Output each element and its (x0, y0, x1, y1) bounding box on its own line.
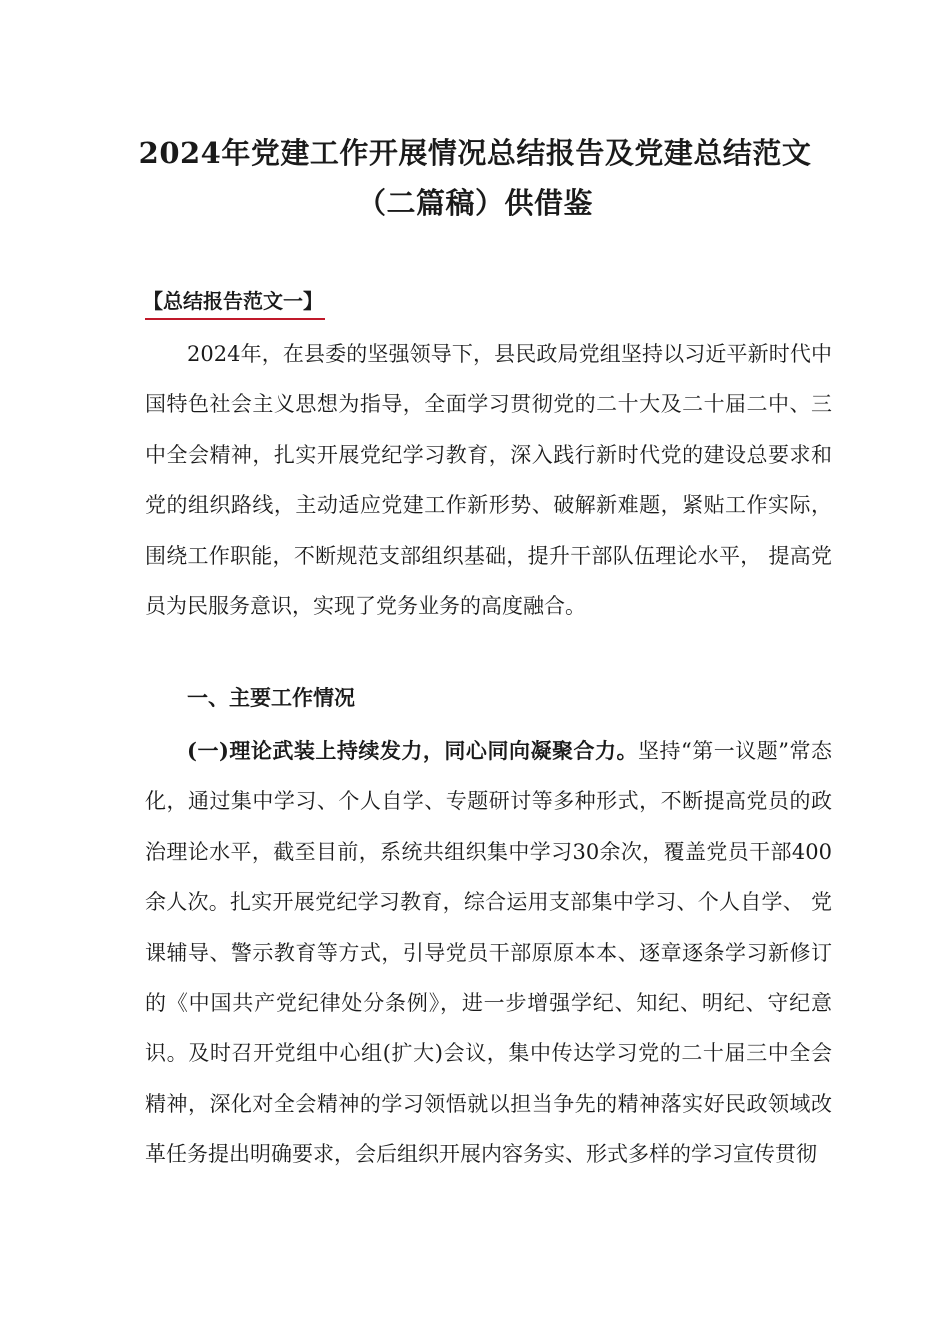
section-heading-text: 【总结报告范文一】 (143, 289, 323, 313)
document-title-line2: （二篇稿）供借鉴 (356, 186, 593, 220)
paragraph-theory-lead: (一)理论武装上持续发力，同心同向凝聚合力。 (187, 738, 638, 763)
section-heading (143, 284, 323, 320)
document-title-line1: 2024年党建工作开展情况总结报告及党建总结范文 (138, 136, 812, 170)
paragraph-theory (145, 726, 832, 1180)
paragraph-intro: 2024年，在县委的坚强领导下，县民政局党组坚持以习近平新时代中国特色社会主义思想为指导，全面学习贯彻党的二十大及二十届二中、三中全会精神，扎实开展党纪学习教育，深入践行新时代党的建设总要求和党的组织路线，主动适应党建工作新形势、破解新难题，紧贴工作实际，围绕工作职能，不断规范支部组织基础，提升干部队伍理论水平， 提高党员为民服务意识，实现了党务业务的高度融合。 (145, 342, 832, 619)
paragraph-theory-body: 坚持“第一议题”常态化，通过集中学习、个人自学、专题研讨等多种形式，不断提高党员的政治理论水平，截至目前，系统共组织集中学习30余次，覆盖党员干部400余人次。扎实开展党纪学习教育，综合运用支部集中学习、个人自学、 党课辅导、警示教育等方式，引导党员干部原原本本、逐章逐条学习新修订的《中国共产党纪律处分条例》，进一步增强学纪、知纪、明纪、守纪意识。及时召开党组中心组(扩大)会议，集中传达学习党的二十届三中全会精神，深化对全会精神的学习领悟就以担当争先的精神落实好民政领域改革任务提出明确要求，会后组织开展内容务实、形式多样的学习宣传贯彻 (145, 739, 832, 1167)
section-heading-underline (145, 318, 325, 320)
sub-heading-main-work: 一、主要工作情况 (187, 685, 355, 710)
